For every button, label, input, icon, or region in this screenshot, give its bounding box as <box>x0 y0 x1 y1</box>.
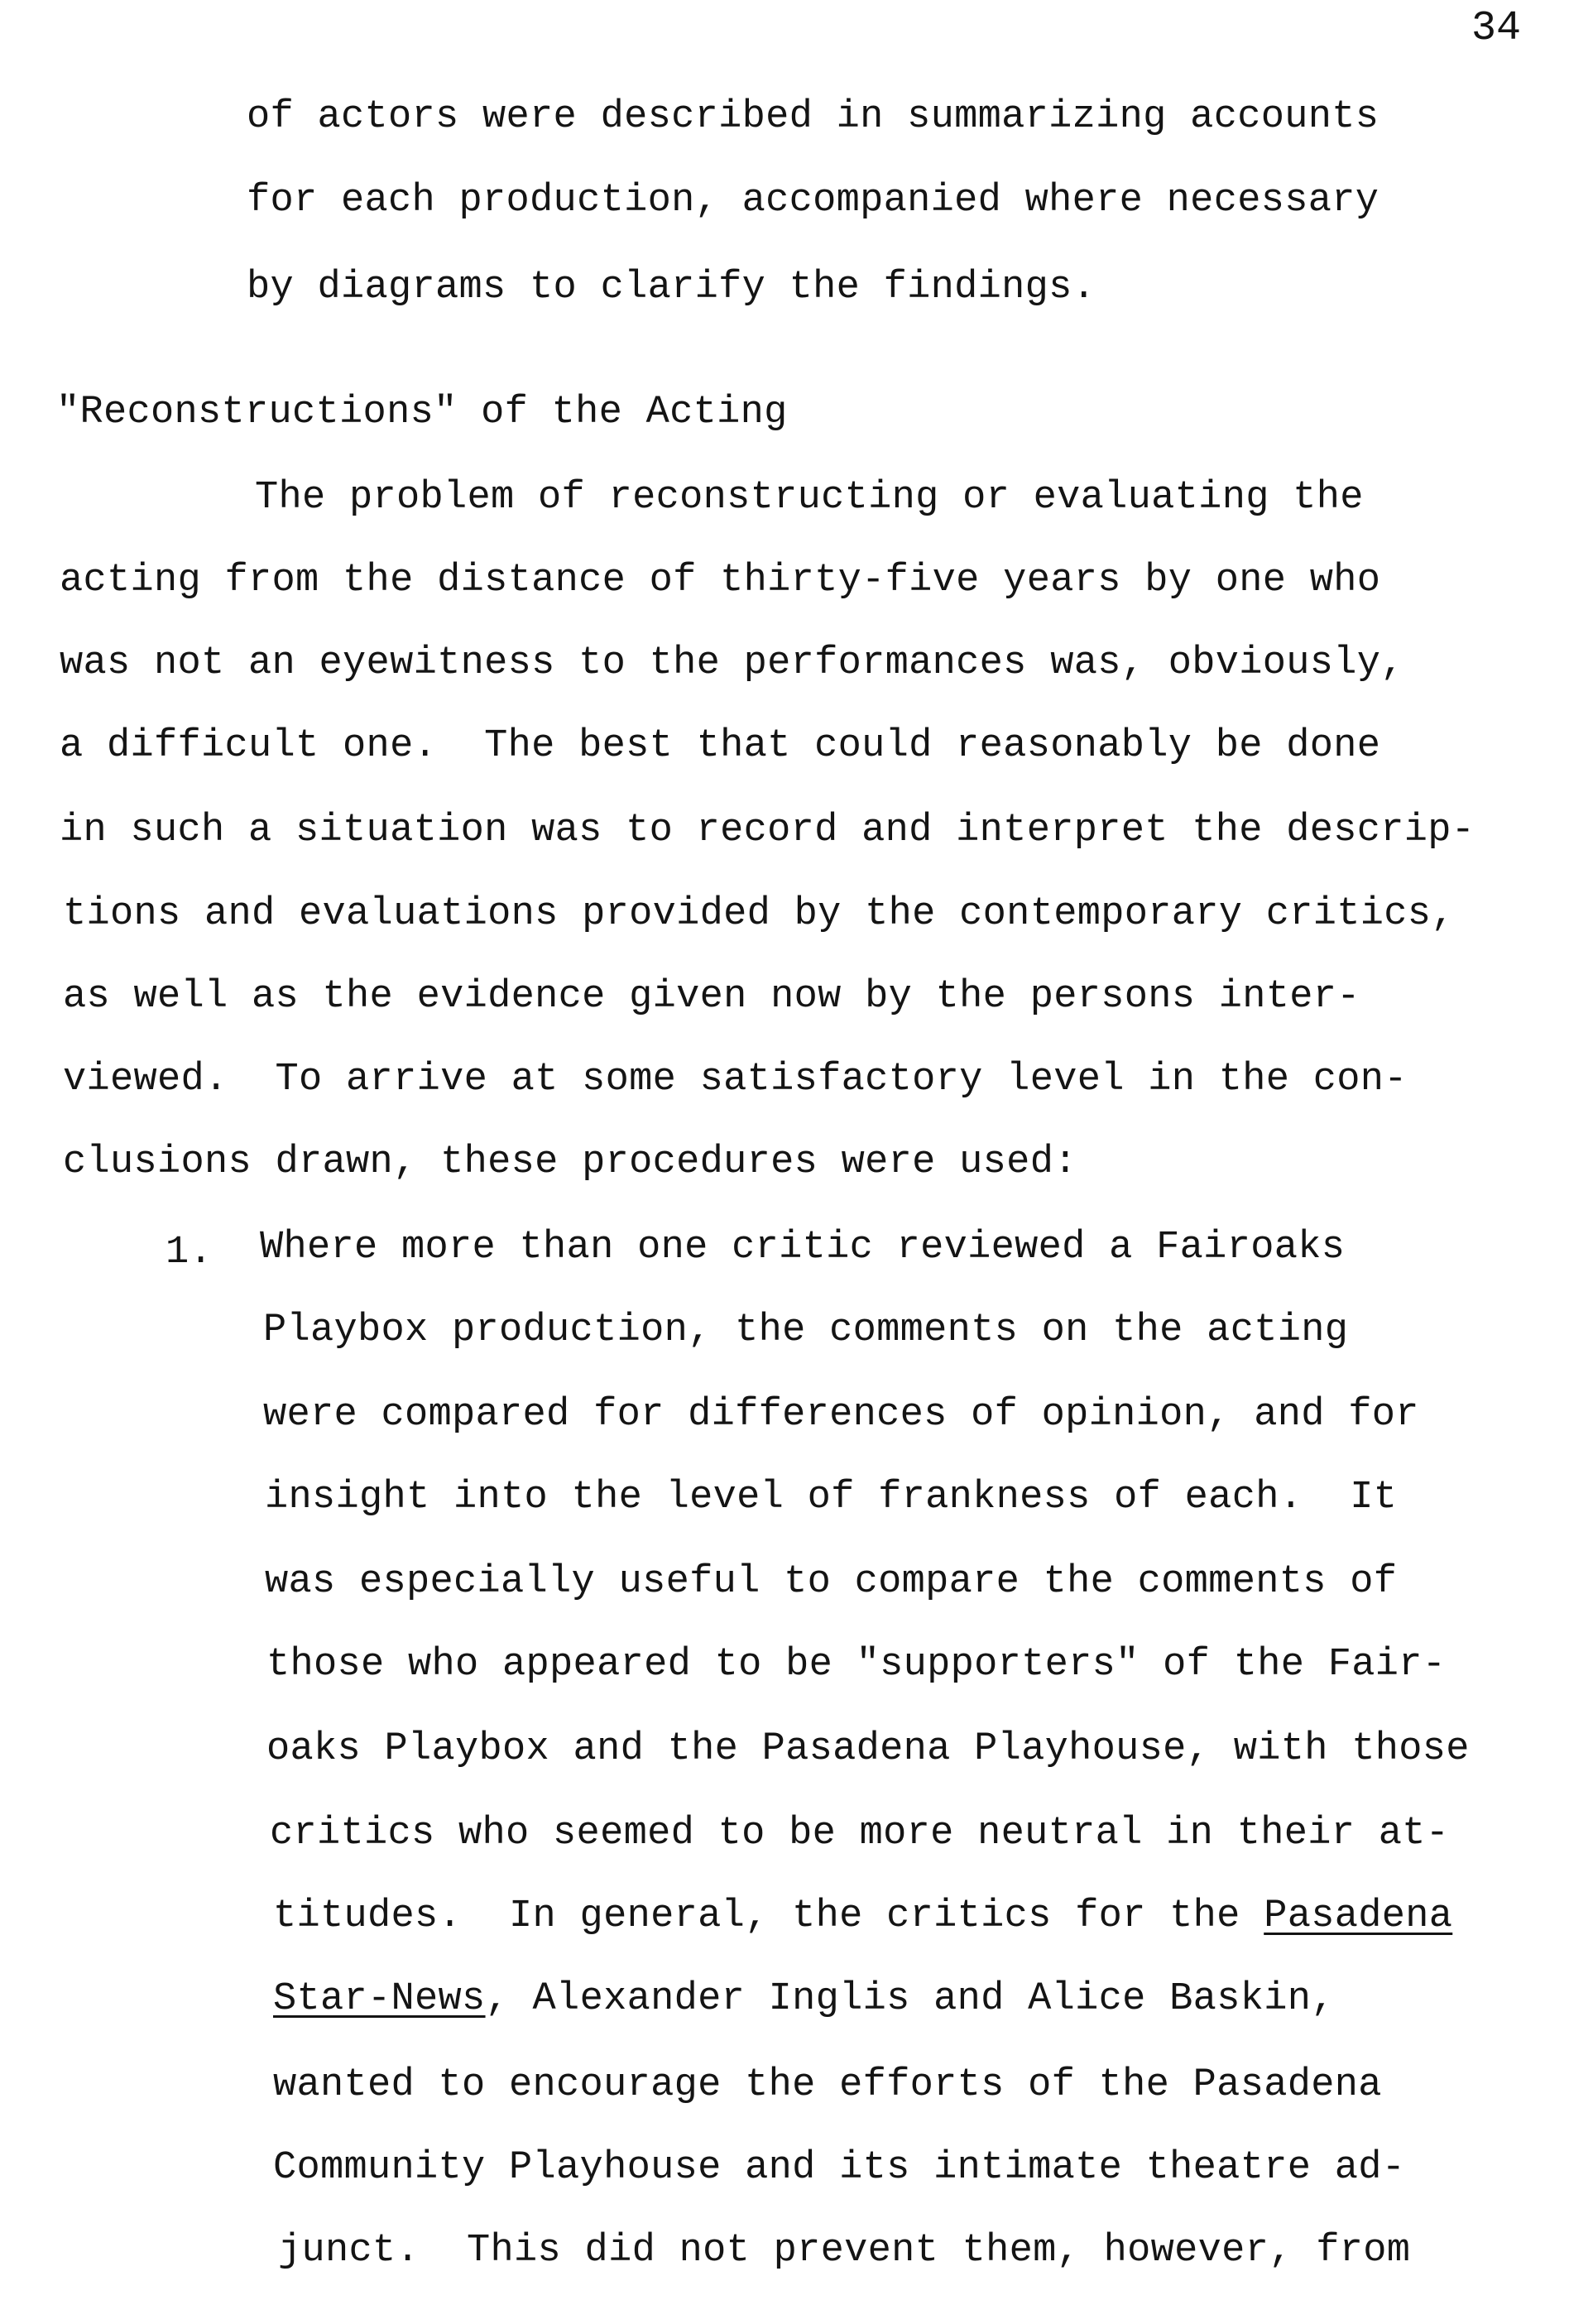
list-item-line: Where more than one critic reviewed a Fairoaks <box>260 1226 1346 1270</box>
paragraph-line: in such a situation was to record and interpret the descrip- <box>60 809 1475 852</box>
paragraph-line: clusions drawn, these procedures were used: <box>63 1140 1077 1184</box>
paragraph-line: was not an eyewitness to the performances was, obviously, <box>60 641 1404 685</box>
list-item-line: junct. This did not prevent them, however, from <box>278 2229 1411 2273</box>
paragraph-line: tions and evaluations provided by the contemporary critics, <box>63 892 1455 936</box>
paragraph-line: a difficult one. The best that could reasonably be done <box>60 724 1381 768</box>
list-item-line: insight into the level of frankness of each. It <box>265 1476 1398 1520</box>
list-item-number: 1. <box>166 1231 214 1275</box>
list-item-line: those who appeared to be "supporters" of the Fair- <box>266 1643 1447 1687</box>
page-number: 34 <box>1471 5 1522 52</box>
list-item-line: oaks Playbox and the Pasadena Playhouse, with those <box>266 1727 1470 1771</box>
intro-line: of actors were described in summarizing accounts <box>247 95 1379 139</box>
paragraph-line: The problem of reconstructing or evaluating the <box>255 476 1364 520</box>
list-item-line-text: , Alexander Inglis and Alice Baskin, <box>485 1977 1335 2021</box>
list-item-line <box>273 1975 1335 2024</box>
list-item-line: Playbox production, the comments on the acting <box>263 1308 1349 1352</box>
list-item-line: critics who seemed to be more neutral in their at- <box>270 1812 1450 1856</box>
section-heading: "Reconstructions" of the Acting <box>56 391 788 435</box>
intro-line: by diagrams to clarify the findings. <box>247 266 1096 310</box>
newspaper-title-part-1: Pasadena <box>1264 1894 1453 1938</box>
list-item-line <box>273 1892 1452 1942</box>
list-item-line: were compared for differences of opinion, and for <box>263 1393 1419 1437</box>
newspaper-title-part-2: Star-News <box>273 1977 486 2021</box>
paragraph-line: acting from the distance of thirty-five years by one who <box>60 559 1381 603</box>
list-item-line: wanted to encourage the efforts of the Pasadena <box>273 2063 1382 2107</box>
paragraph-line: viewed. To arrive at some satisfactory level in the con- <box>63 1058 1408 1102</box>
intro-line: for each production, accompanied where necessary <box>247 179 1379 223</box>
list-item-line-text: titudes. In general, the critics for the <box>273 1894 1264 1938</box>
paragraph-line: as well as the evidence given now by the persons inter- <box>63 975 1360 1019</box>
list-item-line: was especially useful to compare the comments of <box>265 1560 1398 1604</box>
list-item-line: Community Playhouse and its intimate theatre ad- <box>273 2146 1406 2190</box>
